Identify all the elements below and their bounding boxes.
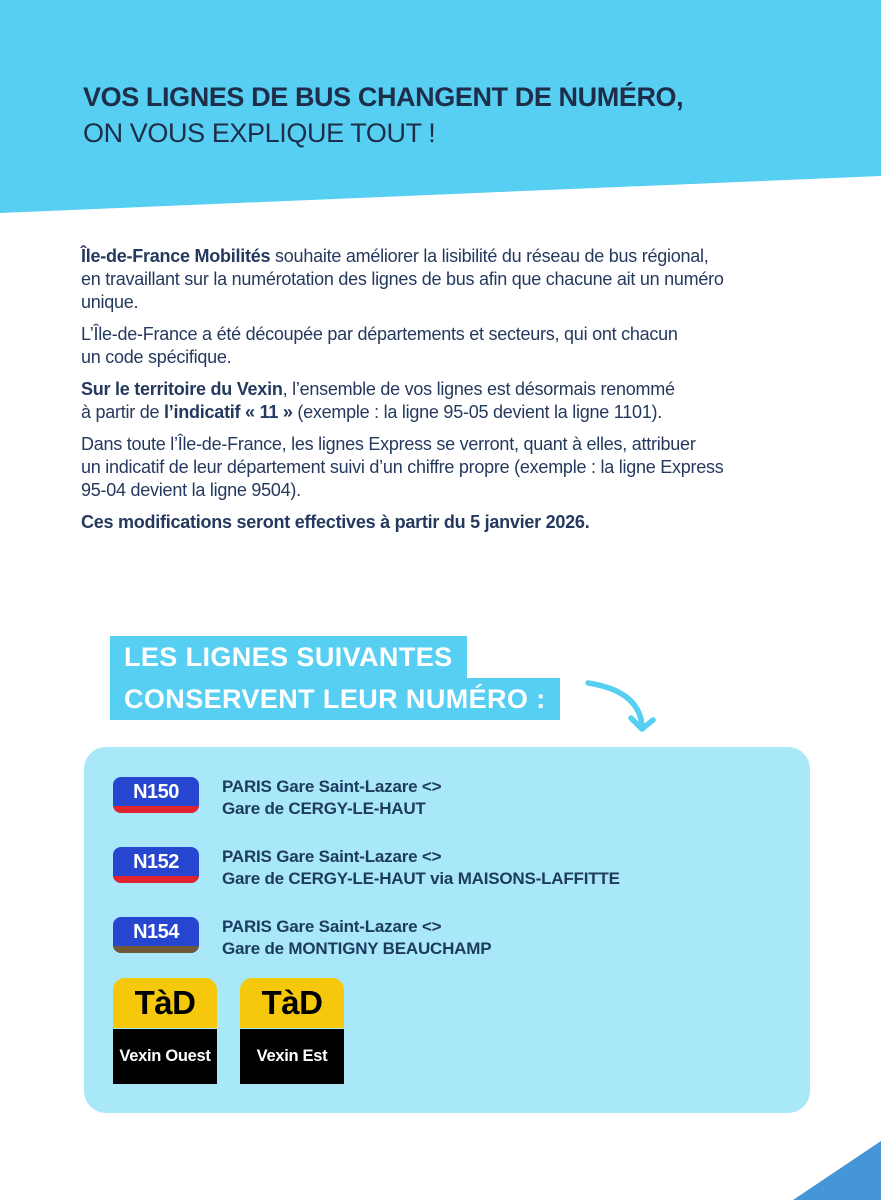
text-segment: (exemple : la ligne 95-05 devient la ligne 1101). xyxy=(292,402,663,422)
line-badge-n150 xyxy=(113,777,199,813)
line-badge-stripe xyxy=(113,806,199,813)
line-destination xyxy=(222,776,702,820)
text-segment: en travaillant sur la numérotation des lignes de bus afin que chacune ait un numéro xyxy=(81,269,724,289)
section-heading-line2: CONSERVENT LEUR NUMÉRO : xyxy=(110,678,560,720)
text-segment: l’indicatif « 11 » xyxy=(164,402,293,422)
tad-label: TàD xyxy=(240,978,344,1028)
destination-line2: Gare de CERGY-LE-HAUT via MAISONS-LAFFITTE xyxy=(222,869,620,888)
text-segment: un code spécifique. xyxy=(81,347,232,367)
tad-zone-label: Vexin Ouest xyxy=(113,1029,217,1084)
destination-line1: PARIS Gare Saint-Lazare <> xyxy=(222,847,442,866)
line-number: N154 xyxy=(133,921,179,943)
destination-line1: PARIS Gare Saint-Lazare <> xyxy=(222,777,442,796)
text-segment: un indicatif de leur département suivi d’un chiffre propre (exemple : la ligne Express xyxy=(81,457,724,477)
lines-panel xyxy=(84,747,810,1113)
paragraph-5 xyxy=(81,511,821,534)
text-segment: souhaite améliorer la lisibilité du réseau de bus régional, xyxy=(270,246,709,266)
destination-line2: Gare de MONTIGNY BEAUCHAMP xyxy=(222,939,492,958)
paragraph-2 xyxy=(81,323,821,369)
text-segment: , l’ensemble de vos lignes est désormais renommé xyxy=(282,379,675,399)
destination-line2: Gare de CERGY-LE-HAUT xyxy=(222,799,426,818)
effective-date-text: Ces modifications seront effectives à partir du 5 janvier 2026. xyxy=(81,512,590,532)
text-segment: unique. xyxy=(81,292,139,312)
line-badge-n152 xyxy=(113,847,199,883)
text-segment: Sur le territoire du Vexin xyxy=(81,379,283,399)
line-destination xyxy=(222,916,702,960)
paragraph-3 xyxy=(81,378,821,424)
tad-badge-vexin-ouest xyxy=(113,978,217,1084)
corner-wedge xyxy=(793,1141,881,1200)
section-heading xyxy=(110,636,560,720)
tad-label: TàD xyxy=(113,978,217,1028)
text-segment: Île-de-France Mobilités xyxy=(81,246,271,266)
headline-line2: ON VOUS EXPLIQUE TOUT ! xyxy=(83,118,436,148)
line-badge-n154 xyxy=(113,917,199,953)
line-badge-stripe xyxy=(113,876,199,883)
text-segment: à partir de xyxy=(81,402,165,422)
text-segment: L’Île-de-France a été découpée par départements et secteurs, qui ont chacun xyxy=(81,324,678,344)
headline-line1: VOS LIGNES DE BUS CHANGENT DE NUMÉRO, xyxy=(83,82,684,112)
line-destination xyxy=(222,846,702,890)
text-segment: Dans toute l’Île-de-France, les lignes Express se verront, quant à elles, attribuer xyxy=(81,434,696,454)
paragraph-4 xyxy=(81,433,821,502)
paragraph-1 xyxy=(81,245,821,314)
intro-text xyxy=(81,245,821,543)
tad-badge-vexin-est xyxy=(240,978,344,1084)
line-number: N152 xyxy=(133,851,179,873)
section-heading-line1: LES LIGNES SUIVANTES xyxy=(110,636,467,678)
tad-zone-label: Vexin Est xyxy=(240,1029,344,1084)
destination-line1: PARIS Gare Saint-Lazare <> xyxy=(222,917,442,936)
curved-arrow-icon xyxy=(583,672,673,742)
line-number: N150 xyxy=(133,781,179,803)
text-segment: 95-04 devient la ligne 9504). xyxy=(81,480,301,500)
line-badge-stripe xyxy=(113,946,199,953)
